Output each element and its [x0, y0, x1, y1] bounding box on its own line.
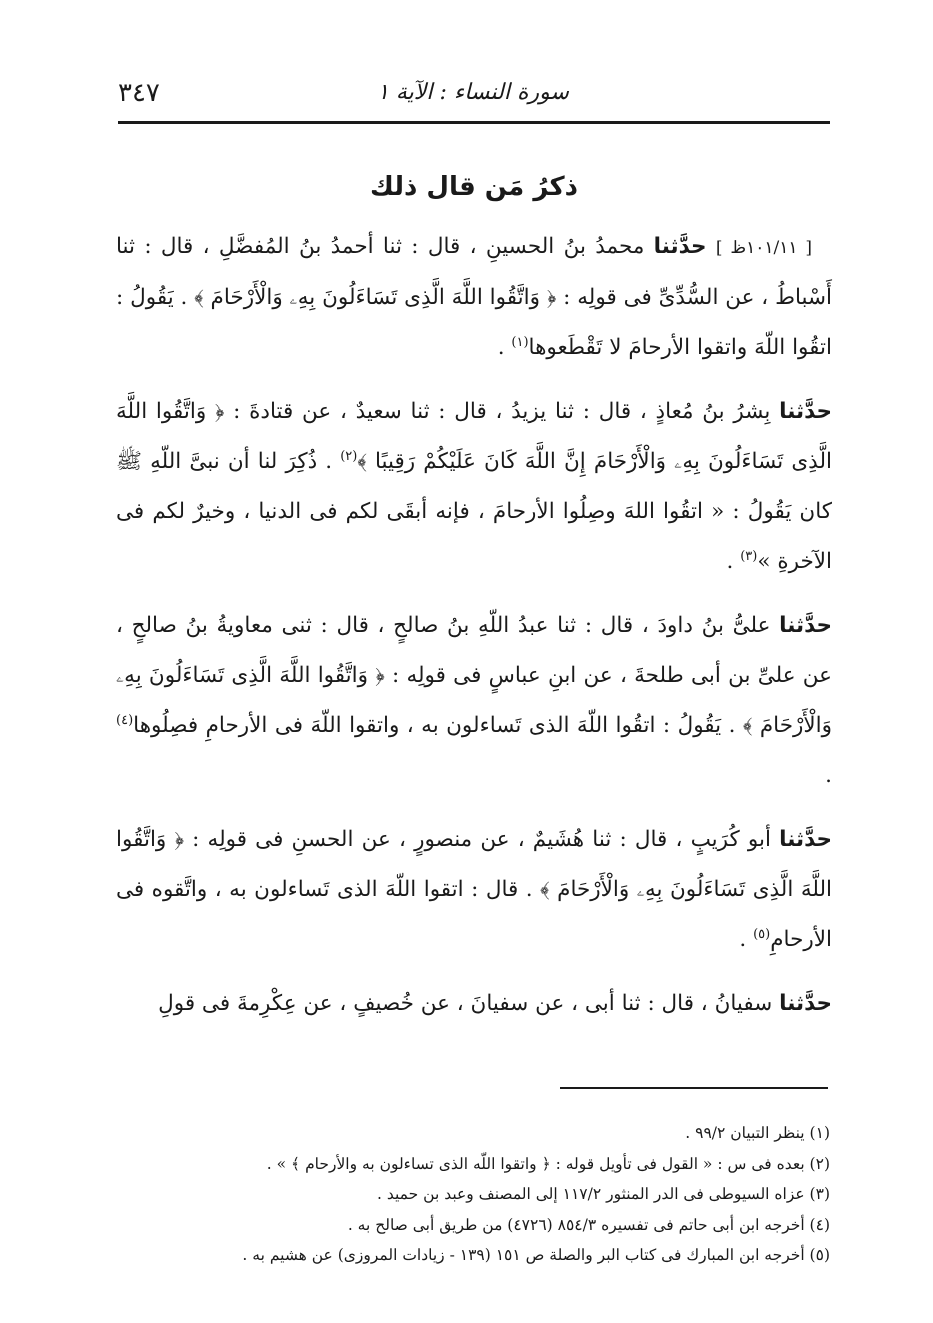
footnote-5: (٥) أخرجه ابن المبارك فى كتاب البر والصلة ص ١٥١ (١٣٩ - زيادات المروزى) عن هشيم به .: [242, 1246, 830, 1264]
footnote-marker: (٥): [753, 926, 771, 942]
footnote-marker: (١): [511, 334, 529, 350]
header-rule: [118, 121, 830, 124]
footnote-marker: (٢): [340, 448, 358, 464]
footnote-4: (٤) أخرجه ابن أبى حاتم فى تفسيره ٨٥٤/٣ (٤٧٢٦) من طريق أبى صالح به .: [347, 1215, 830, 1234]
paragraph-text-continued: . ذُكِرَ لنا أن نبىَّ اللّهِ ﷺ كان يَقُولُ : « اتقُوا اللهَ وصِلُوا الأرحامَ ، فإنه أبقَى لكم فى الدنيا ، وخيرٌ لكم فى الآخرةِ »: [116, 449, 832, 574]
paragraph-text: بِشرُ بنُ مُعاذٍ ، قال : ثنا يزيدُ ، قال : ثنا سعيدٌ ، عن قتادةَ : ﴿ وَاتَّقُوا اللَّهَ الَّذِى تَسَاءَلُونَ بِهِۦ وَالْأَرْحَامَ إِنَّ اللَّهَ كَانَ عَلَيْكُمْ رَقِيبًا ﴾: [116, 399, 832, 474]
main-text: [116, 222, 832, 1043]
paragraph-text: سفيانُ ، قال : ثنا أبى ، عن سفيانَ ، عن خُصيفٍ ، عن عِكْرِمةَ فى قولِ: [158, 991, 773, 1016]
footnote-marker: (٤): [116, 712, 134, 728]
paragraph-end: .: [726, 549, 741, 574]
paragraph-opener: حدَّثنا: [779, 399, 832, 424]
footnote-marker: (٣): [740, 548, 758, 564]
paragraph-end: .: [497, 335, 512, 360]
paragraph-opener: حدَّثنا: [779, 827, 832, 852]
section-title: ذكرُ مَن قال ذلك: [370, 172, 578, 202]
paragraph-5: [116, 979, 832, 1029]
paragraph-text: أبو كُرَيبٍ ، قال : ثنا هُشَيمٌ ، عن منصورٍ ، عن الحسنِ فى قولِه : ﴿ وَاتَّقُوا اللَّهَ الَّذِى تَسَاءَلُونَ بِهِۦ وَالْأَرْحَامَ ﴾ . قال : اتقوا اللّهَ الذى تَساءلون به ، واتَّقوه فى الأرحامِ: [116, 827, 832, 952]
paragraph-end: .: [825, 763, 832, 788]
paragraph-end: .: [739, 927, 754, 952]
page-number: ٣٤٧: [118, 78, 160, 108]
footnote-1: (١) ينظر التبيان ٩٩/٢ .: [685, 1124, 830, 1142]
paragraph-opener: حدَّثنا: [779, 991, 832, 1016]
page-header: [118, 78, 828, 118]
footnote-3: (٣) عزاه السيوطى فى الدر المنثور ١١٧/٢ إلى المصنف وعبد بن حميد .: [377, 1185, 830, 1203]
paragraph-4: [116, 815, 832, 965]
paragraph-1: [116, 222, 832, 373]
running-title: سورة النساء : الآية ١: [377, 80, 569, 105]
footnotes: [140, 1118, 830, 1271]
manuscript-reference: [ ١٠١/١١ظ ]: [715, 238, 812, 258]
paragraph-text: محمدُ بنُ الحسينِ ، قال : ثنا أحمدُ بنُ المُفضَّلِ ، قال : ثنا أَسْباطُ ، عن السُّدِّىِّ فى قولِه : ﴿ وَاتَّقُوا اللَّهَ الَّذِى تَسَاءَلُونَ بِهِۦ وَالْأَرْحَامَ ﴾ . يَقُولُ : اتقُوا اللّهَ واتقوا الأرحامَ لا تَقْطَعوها: [116, 234, 832, 360]
paragraph-opener: حدَّثنا: [779, 613, 832, 638]
footnote-2: (٢) بعده فى س : « القول فى تأويل قوله : ﴿ واتقوا اللّه الذى تساءلون به والأرحام ﴾ » .: [266, 1154, 830, 1173]
footnote-rule: [560, 1087, 828, 1089]
paragraph-text: علىُّ بنُ داودَ ، قال : ثنا عبدُ اللّهِ بنُ صالحٍ ، قال : ثنى معاويةُ بنُ صالحٍ ، عن علىِّ بن أبى طلحةَ ، عن ابنِ عباسٍ فى قولِه : ﴿ وَاتَّقُوا اللَّهَ الَّذِى تَسَاءَلُونَ بِهِۦ وَالْأَرْحَامَ ﴾ . يَقُولُ : اتقُوا اللّهَ الذى تَساءلون به ، واتقوا اللّهَ فى الأرحامِ فصِلُوها: [116, 613, 832, 738]
paragraph-2: [116, 387, 832, 587]
paragraph-3: [116, 601, 832, 801]
paragraph-opener: حدَّثنا: [653, 234, 707, 259]
